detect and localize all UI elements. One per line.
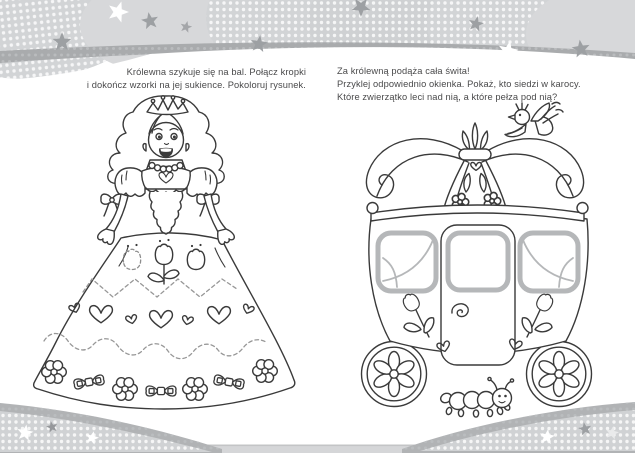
crown-finial (459, 123, 491, 160)
caterpillar-drawing (439, 377, 513, 417)
bird-drawing (505, 103, 563, 137)
instruction-line: Przyklej odpowiednio okienka. Pokaż, kto siedzi w karocy. (337, 79, 581, 89)
wheel-right (527, 342, 592, 407)
instruction-line: i dokończ wzorki na jej sukience. Pokoloruj rysunek. (86, 80, 306, 90)
carriage-door (441, 225, 515, 365)
wheel-left (362, 342, 427, 407)
door-window (448, 233, 508, 290)
instruction-line: Które zwierzątko leci nad nią, a które pełza pod nią? (337, 92, 558, 102)
instruction-line: Za królewną podąża cała świta! (337, 66, 470, 76)
instruction-line: Królewna szykuje się na bal. Połącz kropki (126, 67, 306, 77)
carriage-window-left (378, 233, 436, 291)
carriage-window-right (520, 233, 578, 291)
